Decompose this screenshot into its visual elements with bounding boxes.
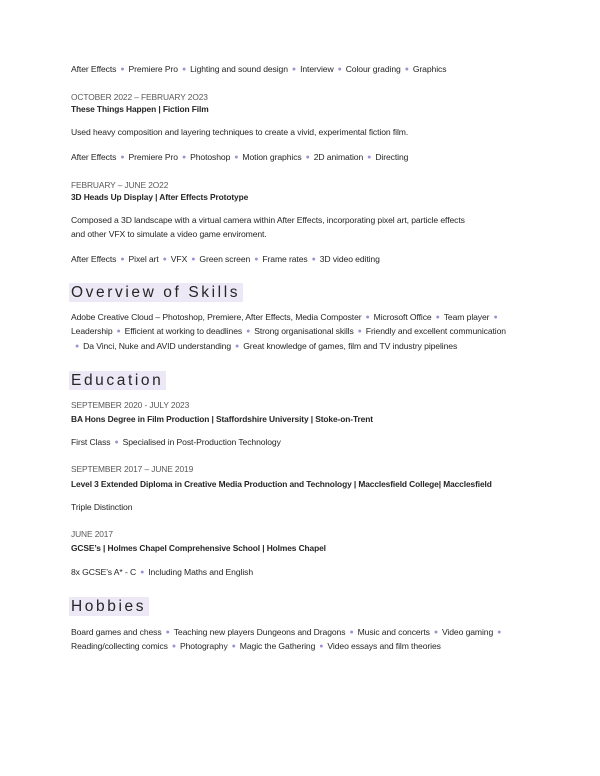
list-item: Photography <box>180 641 228 651</box>
bullet-separator-icon: ● <box>140 569 145 576</box>
list-item: Teaching new players Dungeons and Dragons <box>173 627 346 637</box>
list-item: 8x GCSE’s A* - C <box>71 567 137 577</box>
list-item: Colour grading <box>345 64 401 74</box>
bullet-separator-icon: ● <box>114 439 119 446</box>
list-item: Adobe Creative Cloud – Photoshop, Premiere, After Effects, Media Composter <box>71 312 362 322</box>
education-title: Level 3 Extended Diploma in Creative Media Production and Technology | Macclesfield College| Macclesfield <box>71 479 492 489</box>
bullet-separator-icon: ● <box>311 256 316 263</box>
list-item: Graphics <box>412 64 447 74</box>
list-item: Including Maths and English <box>148 567 254 577</box>
bullet-separator-icon: ● <box>319 643 324 650</box>
list-item: After Effects <box>71 254 117 264</box>
section-heading-skills: Overview of Skills <box>69 283 243 302</box>
list-item: Motion graphics <box>242 152 302 162</box>
list-item: Specialised in Post-Production Technology <box>122 437 281 447</box>
job-title: These Things Happen | Fiction Film <box>71 104 209 114</box>
hobbies-line <box>71 627 505 637</box>
bullet-separator-icon: ● <box>181 154 187 161</box>
job-date: OCTOBER 2022 – FEBRUARY 2O23 <box>71 92 208 102</box>
education-details <box>71 502 132 512</box>
list-item: Triple Distinction <box>71 502 133 512</box>
bullet-separator-icon: ● <box>75 343 80 350</box>
section-heading-hobbies: Hobbies <box>69 597 149 616</box>
bullet-separator-icon: ● <box>497 629 502 636</box>
bullet-separator-icon: ● <box>235 343 240 350</box>
job-date: FEBRUARY – JUNE 2O22 <box>71 180 169 190</box>
skill-list <box>71 254 380 264</box>
bullet-separator-icon: ● <box>349 629 354 636</box>
bullet-separator-icon: ● <box>433 629 438 636</box>
list-item: Green screen <box>199 254 251 264</box>
education-date: SEPTEMBER 2017 – JUNE 2019 <box>71 464 194 474</box>
list-item: Video gaming <box>441 627 494 637</box>
list-item: Photoshop <box>190 152 231 162</box>
bullet-separator-icon: ● <box>165 629 170 636</box>
education-date: JUNE 2017 <box>71 529 113 539</box>
list-item: 2D animation <box>313 152 364 162</box>
list-item: Strong organisational skills <box>254 326 354 336</box>
job-description-line: Composed a 3D landscape with a virtual camera within After Effects, incorporating pixel art, particle effects <box>71 215 465 225</box>
skills-line <box>71 312 502 322</box>
bullet-separator-icon: ● <box>171 643 176 650</box>
list-item: Pixel art <box>128 254 159 264</box>
bullet-separator-icon: ● <box>234 154 239 161</box>
list-item: Music and concerts <box>357 627 430 637</box>
list-item: Reading/collecting comics <box>71 641 168 651</box>
skills-line <box>71 341 457 351</box>
list-item: Efficient at working to deadlines <box>124 326 243 336</box>
education-date: SEPTEMBER 2020 - JULY 2023 <box>71 400 190 410</box>
bullet-separator-icon: ● <box>246 328 251 335</box>
list-item: Magic the Gathering <box>239 641 316 651</box>
bullet-separator-icon: ● <box>435 314 440 321</box>
list-item: Leadership <box>71 326 113 336</box>
bullet-separator-icon: ● <box>116 328 121 335</box>
job-description-line: and other VFX to simulate a video game enviroment. <box>71 229 267 239</box>
list-item: Board games and chess <box>71 627 162 637</box>
education-details <box>71 437 281 447</box>
education-title: GCSE’s | Holmes Chapel Comprehensive School | Holmes Chapel <box>71 543 326 553</box>
bullet-separator-icon: ● <box>404 66 409 73</box>
bullet-separator-icon: ● <box>181 66 187 73</box>
bullet-separator-icon: ● <box>191 256 196 263</box>
bullet-separator-icon: ● <box>365 314 370 321</box>
list-item: First Class <box>71 437 111 447</box>
bullet-separator-icon: ● <box>162 256 167 263</box>
bullet-separator-icon: ● <box>254 256 259 263</box>
bullet-separator-icon: ● <box>367 154 372 161</box>
bullet-separator-icon: ● <box>357 328 362 335</box>
section-heading-education: Education <box>69 371 166 390</box>
list-item: After Effects <box>71 152 117 162</box>
list-item: Friendly and excellent communication <box>365 326 506 336</box>
bullet-separator-icon: ● <box>231 643 236 650</box>
list-item: Lighting and sound design <box>190 64 288 74</box>
bullet-separator-icon: ● <box>120 256 125 263</box>
list-item: Microsoft Office <box>373 312 432 322</box>
hobbies-line <box>71 641 441 651</box>
list-item: Directing <box>375 152 409 162</box>
list-item: Interview <box>300 64 334 74</box>
bullet-separator-icon: ● <box>337 66 342 73</box>
list-item: Premiere Pro <box>128 152 178 162</box>
list-item: Premiere Pro <box>128 64 178 74</box>
bullet-separator-icon: ● <box>291 66 297 73</box>
list-item: VFX <box>170 254 188 264</box>
list-item: 3D video editing <box>319 254 380 264</box>
skill-list <box>71 64 446 74</box>
list-item: Video essays and film theories <box>327 641 441 651</box>
skill-list <box>71 152 408 162</box>
list-item: Team player <box>443 312 490 322</box>
list-item: Da Vinci, Nuke and AVID understanding <box>83 341 232 351</box>
bullet-separator-icon: ● <box>120 66 125 73</box>
bullet-separator-icon: ● <box>305 154 310 161</box>
skills-line <box>71 326 506 336</box>
list-item: After Effects <box>71 64 117 74</box>
bullet-separator-icon: ● <box>120 154 125 161</box>
list-item: Frame rates <box>262 254 308 264</box>
bullet-separator-icon: ● <box>493 314 498 321</box>
job-description: Used heavy composition and layering techniques to create a vivid, experimental fiction film. <box>71 127 409 137</box>
list-item: Great knowledge of games, film and TV industry pipelines <box>243 341 458 351</box>
education-details <box>71 567 253 577</box>
job-title: 3D Heads Up Display | After Effects Prototype <box>71 192 249 202</box>
education-title: BA Hons Degree in Film Production | Staffordshire University | Stoke-on-Trent <box>71 414 373 424</box>
